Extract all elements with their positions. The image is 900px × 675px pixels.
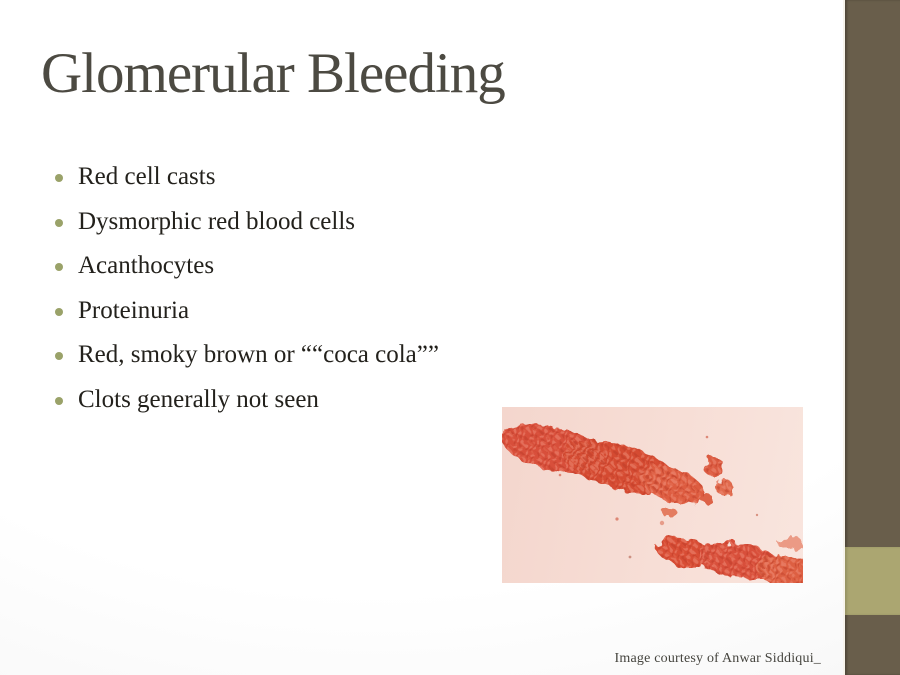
bullet-item (55, 155, 615, 200)
red-cell-casts-image (502, 407, 803, 583)
bullet-text: Red, smoky brown or ““coca cola”” (78, 341, 439, 369)
bullet-dot-icon (55, 219, 63, 227)
bullet-item (55, 289, 615, 334)
bullet-dot-icon (55, 397, 63, 405)
bullet-text: Red cell casts (78, 163, 216, 191)
sidebar-accent-block (845, 547, 900, 615)
bullet-text: Acanthocytes (78, 252, 215, 280)
image-credit: Image courtesy of Anwar Siddiqui_ (614, 651, 821, 666)
bullet-text: Proteinuria (78, 296, 190, 324)
bullet-list (55, 155, 615, 422)
bullet-text: Clots generally not seen (78, 385, 319, 413)
bullet-item (55, 333, 615, 378)
bullet-item (55, 244, 615, 289)
bullet-dot-icon (55, 352, 63, 360)
bullet-text: Dysmorphic red blood cells (78, 207, 356, 235)
right-sidebar-stripe (843, 0, 900, 675)
bullet-dot-icon (55, 263, 63, 271)
bullet-dot-icon (55, 308, 63, 316)
slide-title: Glomerular Bleeding (41, 42, 505, 105)
bullet-dot-icon (55, 174, 63, 182)
bullet-item (55, 200, 615, 245)
red-cell-cast-micrograph (502, 407, 803, 583)
